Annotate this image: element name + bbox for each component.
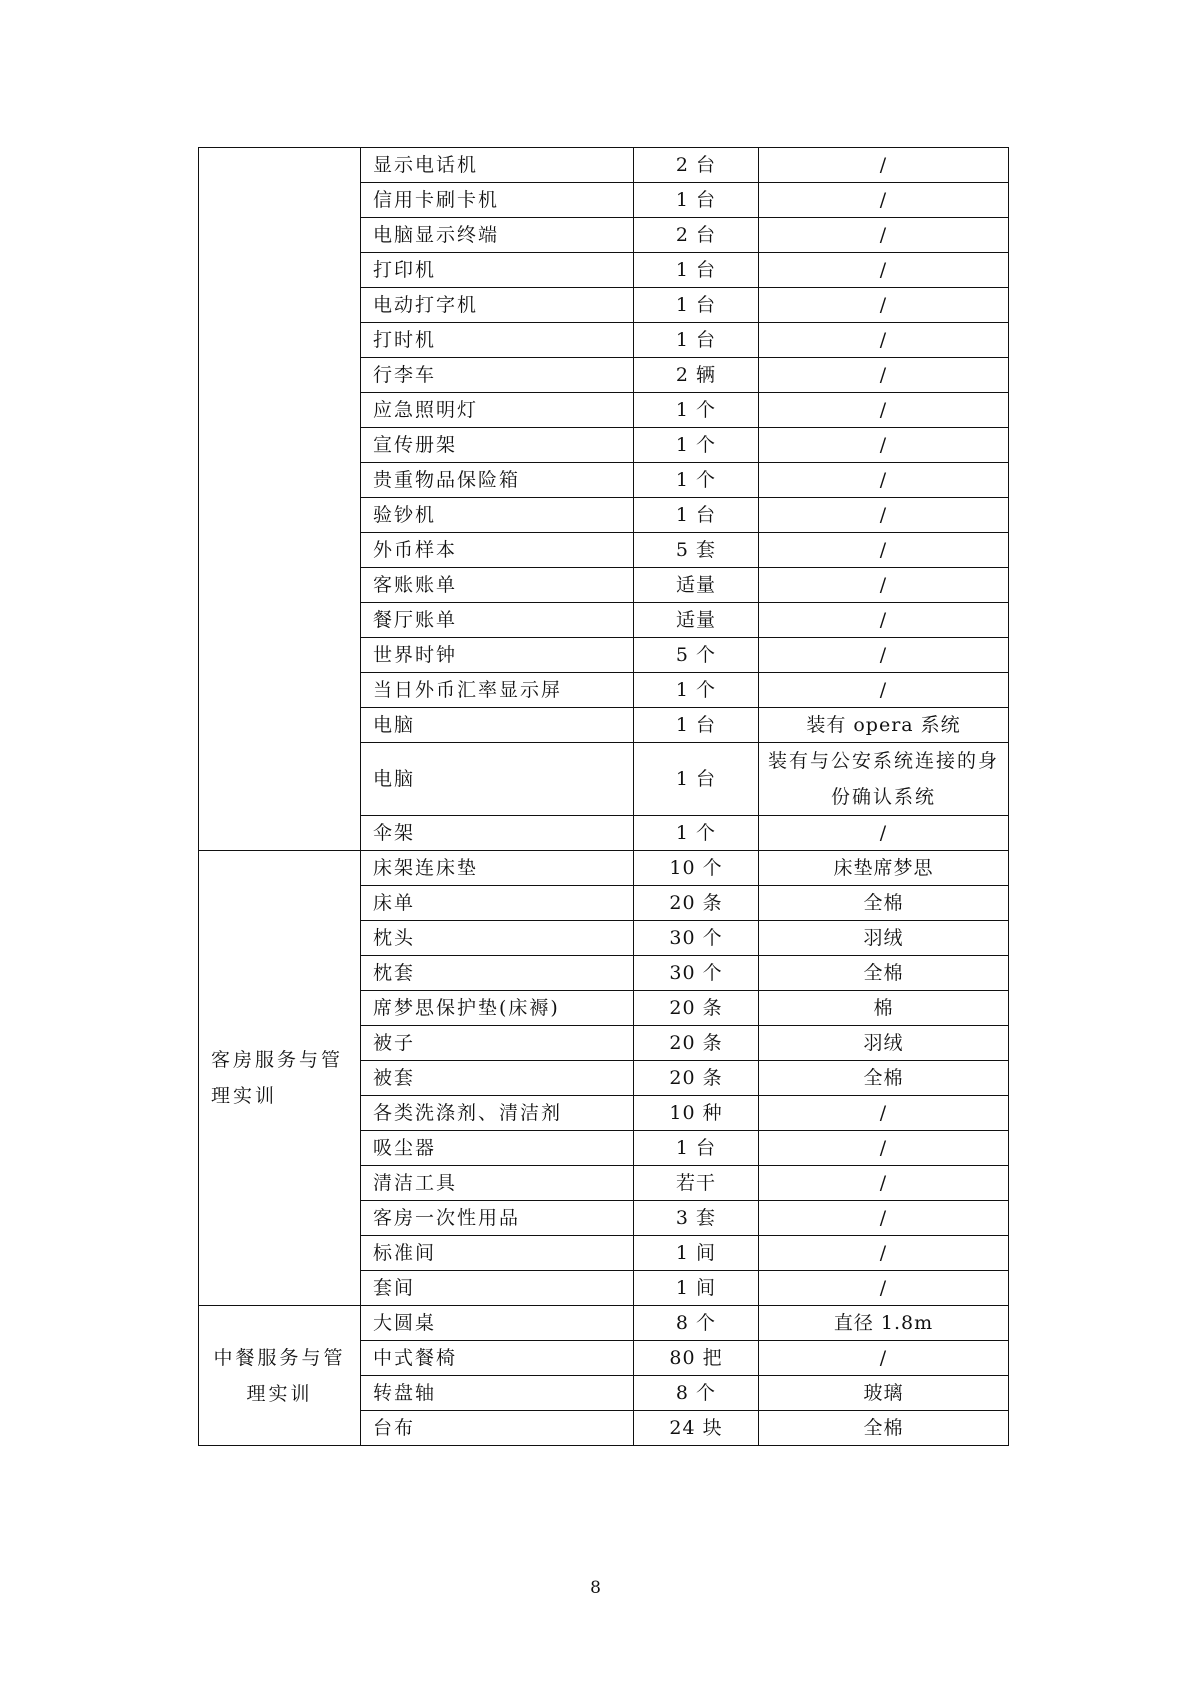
note-cell: 全棉 <box>759 956 1009 991</box>
note-cell: / <box>759 568 1009 603</box>
quantity-cell: 20 条 <box>634 991 759 1026</box>
item-name-cell: 世界时钟 <box>361 638 634 673</box>
quantity-cell: 1 台 <box>634 288 759 323</box>
item-name-cell: 打印机 <box>361 253 634 288</box>
equipment-table <box>198 147 1009 1446</box>
item-name-cell: 被套 <box>361 1061 634 1096</box>
item-name-cell: 床单 <box>361 886 634 921</box>
item-name-cell: 各类洗涤剂、清洁剂 <box>361 1096 634 1131</box>
table-row <box>199 851 1009 886</box>
quantity-cell: 适量 <box>634 603 759 638</box>
quantity-cell: 1 个 <box>634 673 759 708</box>
quantity-cell: 2 辆 <box>634 358 759 393</box>
quantity-cell: 30 个 <box>634 921 759 956</box>
quantity-cell: 20 条 <box>634 1061 759 1096</box>
quantity-cell: 1 间 <box>634 1271 759 1306</box>
table-row <box>199 1306 1009 1341</box>
page-number: 8 <box>590 1578 601 1598</box>
note-cell: / <box>759 218 1009 253</box>
note-cell: 装有与公安系统连接的身份确认系统 <box>759 743 1009 816</box>
equipment-table-body <box>199 148 1009 1446</box>
note-cell: / <box>759 533 1009 568</box>
item-name-cell: 显示电话机 <box>361 148 634 183</box>
quantity-cell: 适量 <box>634 568 759 603</box>
quantity-cell: 若干 <box>634 1166 759 1201</box>
note-cell: / <box>759 463 1009 498</box>
quantity-cell: 10 个 <box>634 851 759 886</box>
item-name-cell: 餐厅账单 <box>361 603 634 638</box>
item-name-cell: 吸尘器 <box>361 1131 634 1166</box>
item-name-cell: 应急照明灯 <box>361 393 634 428</box>
quantity-cell: 8 个 <box>634 1306 759 1341</box>
quantity-cell: 1 个 <box>634 393 759 428</box>
note-cell: 羽绒 <box>759 1026 1009 1061</box>
item-name-cell: 标准间 <box>361 1236 634 1271</box>
note-cell: / <box>759 148 1009 183</box>
note-cell: 床垫席梦思 <box>759 851 1009 886</box>
item-name-cell: 验钞机 <box>361 498 634 533</box>
note-cell: 装有 opera 系统 <box>759 708 1009 743</box>
item-name-cell: 台布 <box>361 1411 634 1446</box>
note-cell: 羽绒 <box>759 921 1009 956</box>
item-name-cell: 打时机 <box>361 323 634 358</box>
item-name-cell: 枕套 <box>361 956 634 991</box>
item-name-cell: 信用卡刷卡机 <box>361 183 634 218</box>
item-name-cell: 中式餐椅 <box>361 1341 634 1376</box>
note-cell: / <box>759 1271 1009 1306</box>
note-cell: / <box>759 358 1009 393</box>
category-cell: 客房服务与管理实训 <box>199 851 361 1306</box>
item-name-cell: 电脑 <box>361 743 634 816</box>
note-cell: / <box>759 253 1009 288</box>
quantity-cell: 1 个 <box>634 816 759 851</box>
item-name-cell: 被子 <box>361 1026 634 1061</box>
quantity-cell: 1 间 <box>634 1236 759 1271</box>
table-row <box>199 148 1009 183</box>
note-cell: / <box>759 1236 1009 1271</box>
note-cell: 全棉 <box>759 1061 1009 1096</box>
quantity-cell: 5 套 <box>634 533 759 568</box>
quantity-cell: 1 个 <box>634 428 759 463</box>
quantity-cell: 1 台 <box>634 1131 759 1166</box>
note-cell: / <box>759 1096 1009 1131</box>
quantity-cell: 10 种 <box>634 1096 759 1131</box>
quantity-cell: 8 个 <box>634 1376 759 1411</box>
note-cell: 全棉 <box>759 886 1009 921</box>
quantity-cell: 20 条 <box>634 1026 759 1061</box>
note-cell: / <box>759 1166 1009 1201</box>
item-name-cell: 电脑显示终端 <box>361 218 634 253</box>
note-cell: / <box>759 1201 1009 1236</box>
note-cell: 全棉 <box>759 1411 1009 1446</box>
quantity-cell: 1 台 <box>634 743 759 816</box>
note-cell: / <box>759 673 1009 708</box>
quantity-cell: 20 条 <box>634 886 759 921</box>
quantity-cell: 30 个 <box>634 956 759 991</box>
note-cell: / <box>759 1131 1009 1166</box>
quantity-cell: 24 块 <box>634 1411 759 1446</box>
note-cell: / <box>759 603 1009 638</box>
quantity-cell: 1 个 <box>634 463 759 498</box>
item-name-cell: 电脑 <box>361 708 634 743</box>
quantity-cell: 1 台 <box>634 498 759 533</box>
item-name-cell: 外币样本 <box>361 533 634 568</box>
note-cell: / <box>759 1341 1009 1376</box>
item-name-cell: 席梦思保护垫(床褥) <box>361 991 634 1026</box>
quantity-cell: 2 台 <box>634 218 759 253</box>
item-name-cell: 转盘轴 <box>361 1376 634 1411</box>
note-cell: / <box>759 816 1009 851</box>
item-name-cell: 电动打字机 <box>361 288 634 323</box>
quantity-cell: 80 把 <box>634 1341 759 1376</box>
quantity-cell: 1 台 <box>634 708 759 743</box>
item-name-cell: 宣传册架 <box>361 428 634 463</box>
note-cell: 棉 <box>759 991 1009 1026</box>
note-cell: / <box>759 638 1009 673</box>
quantity-cell: 2 台 <box>634 148 759 183</box>
item-name-cell: 大圆桌 <box>361 1306 634 1341</box>
quantity-cell: 1 台 <box>634 183 759 218</box>
item-name-cell: 套间 <box>361 1271 634 1306</box>
note-cell: / <box>759 498 1009 533</box>
item-name-cell: 床架连床垫 <box>361 851 634 886</box>
quantity-cell: 5 个 <box>634 638 759 673</box>
note-cell: 直径 1.8m <box>759 1306 1009 1341</box>
note-cell: / <box>759 288 1009 323</box>
note-cell: / <box>759 323 1009 358</box>
item-name-cell: 行李车 <box>361 358 634 393</box>
quantity-cell: 3 套 <box>634 1201 759 1236</box>
item-name-cell: 当日外币汇率显示屏 <box>361 673 634 708</box>
category-cell <box>199 148 361 851</box>
note-cell: / <box>759 183 1009 218</box>
item-name-cell: 贵重物品保险箱 <box>361 463 634 498</box>
category-cell: 中餐服务与管理实训 <box>199 1306 361 1446</box>
note-cell: / <box>759 393 1009 428</box>
note-cell: 玻璃 <box>759 1376 1009 1411</box>
quantity-cell: 1 台 <box>634 253 759 288</box>
item-name-cell: 客账账单 <box>361 568 634 603</box>
quantity-cell: 1 台 <box>634 323 759 358</box>
item-name-cell: 枕头 <box>361 921 634 956</box>
item-name-cell: 客房一次性用品 <box>361 1201 634 1236</box>
item-name-cell: 伞架 <box>361 816 634 851</box>
item-name-cell: 清洁工具 <box>361 1166 634 1201</box>
note-cell: / <box>759 428 1009 463</box>
